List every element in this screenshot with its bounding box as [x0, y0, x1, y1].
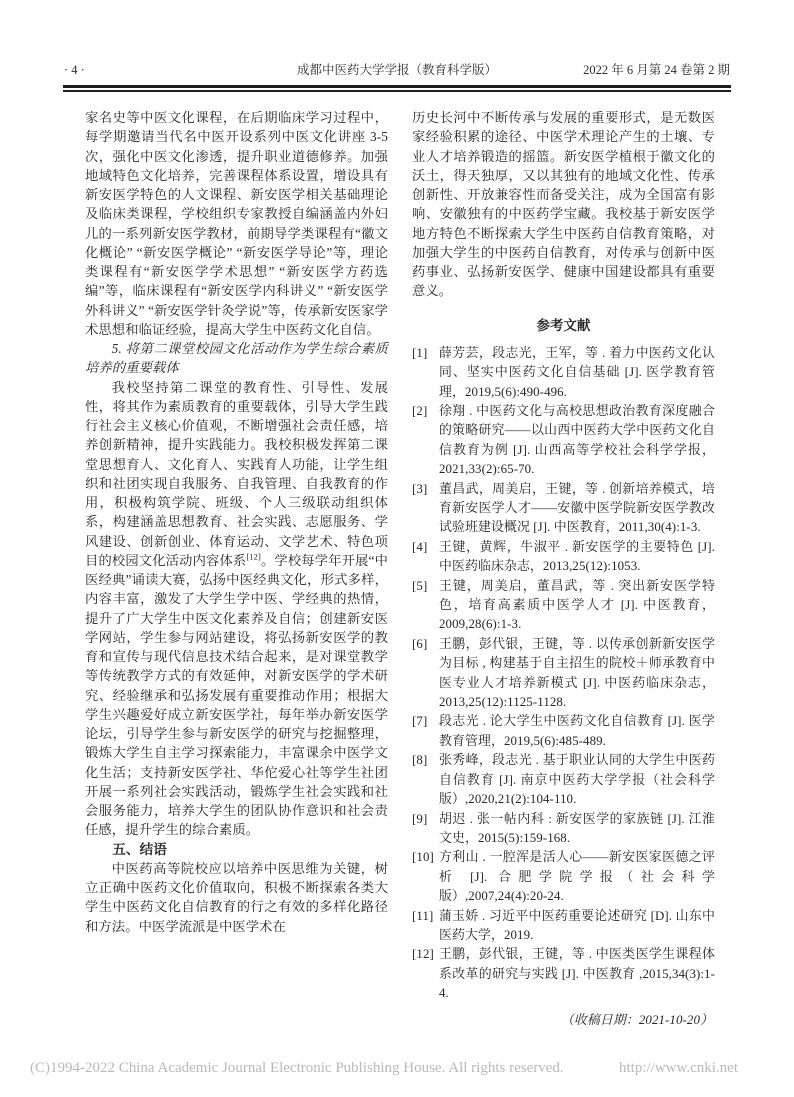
reference-item [412, 848, 715, 906]
reference-number: [1] [412, 345, 428, 360]
reference-text: 王键，周美启，董昌武，等 . 突出新安医学特色，培育高素质中医学人才 [J]. 中医教育，2009,28(6):1-3. [439, 578, 715, 632]
reference-text: 胡迟 . 张一帖内科 : 新安医学的家族链 [J]. 江淮文史，2015(5):159-168. [439, 811, 715, 845]
citation-superscript: [12] [246, 551, 261, 562]
page-header [63, 60, 731, 92]
reference-number: [3] [412, 481, 428, 496]
reference-number: [12] [412, 947, 434, 962]
reference-number: [8] [412, 753, 428, 768]
section-heading-conclusion: 五、结语 [112, 841, 167, 857]
reference-item [412, 810, 715, 849]
reference-number: [2] [412, 403, 428, 418]
journal-title: 成都中医药大学学报（教育科学版） [296, 63, 497, 77]
reference-text: 段志光 . 论大学生中医药文化自信教育 [J]. 医学教育管理，2019,5(6):485-489. [439, 714, 715, 748]
reference-item [412, 907, 715, 946]
reference-item [412, 712, 715, 751]
cnki-footer [30, 1060, 738, 1077]
reference-item [412, 577, 715, 635]
article-body [85, 108, 715, 1030]
references-list [412, 344, 715, 1004]
reference-item [412, 402, 715, 480]
paragraph-conclusion-start: 中医药高等院校应以培养中医思维为关键，树立正确中医药文化价值取向，积极不断探索各类大学生中医药文化自信教育的行之有效的多样化路径和方法。中医学流派是中医学术在 [85, 860, 388, 934]
subheading-second-classroom: 5. 将第二课堂校园文化活动作为学生综合素质培养的重要载体 [85, 341, 388, 376]
reference-number: [9] [412, 811, 428, 826]
cnki-url: http://www.cnki.net [618, 1060, 738, 1076]
paragraph-conclusion-continued: 历史长河中不断传承与发展的重要形式，是无数医家经验积累的途径、中医学术理论产生的土壤、专业人才培养锻造的摇篮。新安医学植根于徽文化的沃土，得天独厚，又以其独有的地域文化性、传承创新性、开放兼容性而备受关注，成为全国富有影响、安徽独有的中医药学宝藏。我校基于新安医学地方特色不断探索大学生中医药自信教育策略，对加强大学生的中医药自信教育，对传承与创新中医药事业、弘扬新安医学、健康中国建设都具有重要意义。 [412, 110, 715, 299]
reference-text: 王鹏，彭代银，王键，等 . 中医类医学生课程体系改革的研究与实践 [J]. 中医教育 ,2015,34(3):1-4. [439, 947, 715, 1001]
reference-number: [11] [412, 908, 434, 923]
reference-item [412, 945, 715, 1003]
paragraph-second-classroom [85, 378, 388, 840]
reference-item [412, 538, 715, 577]
reference-number: [10] [412, 850, 434, 865]
reference-number: [5] [412, 578, 428, 593]
reference-text: 王鹏，彭代银，王键，等 . 以传承创新新安医学为目标 , 构建基于自主招生的院校＋师承教育中医专业人才培养新模式 [J]. 中医药临床杂志，2013,25(12):1125-1128. [439, 636, 715, 710]
copyright-text: (C)1994-2022 China Academic Journal Electronic Publishing House. All rights reserved. [30, 1060, 564, 1076]
reference-text: 王键，黄辉，牛淑平 . 新安医学的主要特色 [J]. 中医药临床杂志，2013,25(12):1053. [439, 539, 715, 574]
reference-item [412, 480, 715, 538]
reference-text: 薛芳芸，段志光，王军，等 . 着力中医药文化认同、坚实中医药文化自信基础 [J]. 医学教育管理，2019,5(6):490-496. [439, 345, 715, 399]
issue-info: 2022 年 6 月第 24 卷第 2 期 [583, 63, 730, 77]
left-column [85, 108, 388, 1030]
page-number: · 4 · [64, 63, 85, 77]
header-row [63, 60, 731, 85]
reference-text: 徐翔 . 中医药文化与高校思想政治教育深度融合的策略研究——以山西中医药大学中医药文化自信教育为例 [J]. 山西高等学校社会科学学报，2021,33(2):65-70. [439, 403, 715, 477]
reference-text: 方利山 . 一腔浑是活人心——新安医家医德之评析 [J]. 合肥学院学报（社会科学版）,2007,24(4):20-24. [439, 850, 715, 904]
reference-text: 张秀峰，段志光 . 基于职业认同的大学生中医药自信教育 [J]. 南京中医药大学学报（社会科学版）,2020,21(2):104-110. [439, 753, 715, 807]
paragraph-culture-courses: 家名史等中医文化课程，在后期临床学习过程中，每学期邀请当代名中医开设系列中医文化讲座 3-5 次，强化中医文化渗透，提升职业道德修养。加强地域特色文化培养，完善课程体系设置，增设具有新安医学特色的人文课程、新安医学相关基础理论及临床类课程，学校组织专家教授自编涵盖内外妇儿的一系列新安医学教材，前期导学类课程有“徽文化概论” “新安医学概论” “新安医学导论”等，理论类课程有“新安医学学术思想” “新安医学方药选编”等，临床课程有“新安医学内科讲义” “新安医学外科讲义” “新安医学针灸学说”等，传承新安医家学术思想和临证经验，提高大学生中医药文化自信。 [85, 110, 388, 337]
reference-item [412, 344, 715, 402]
reference-text: 董昌武，周美启，王键，等 . 创新培养模式，培育新安医学人才——安徽中医学院新安医学教改试验班建设概况 [J]. 中医教育，2011,30(4):1-3. [439, 481, 715, 535]
reference-item [412, 635, 715, 713]
right-column [412, 108, 715, 1030]
paragraph-text: 。学校每学年开展“中医经典”诵读大赛，弘扬中医经典文化，形式多样，内容丰富，激发了大学生学中医、学经典的热情，提升了广大学生中医文化素养及自信；创建新安医学网站，学生参与网站建设，将弘扬新安医学的教育和宣传与现代信息技术结合起来，是对课堂教学等传统教学方式的有效延伸，对新安医学的学术研究、经验继承和弘扬发展有重要推动作用；根据大学生兴趣爱好成立新安医学社，每年举办新安医学论坛，引导学生参与新安医学的研究与挖掘整理，锻炼大学生自主学习探索能力，丰富课余中医学文化生活；支持新安医学社、华佗爱心社等学生社团开展一系列社会实践活动，锻炼学生社会实践和社会服务能力，培养大学生的团队协作意识和社会责任感，提升学生的综合素质。 [85, 552, 388, 838]
reference-item [412, 751, 715, 809]
references-heading: 参考文献 [536, 317, 591, 333]
reference-number: [7] [412, 714, 428, 729]
received-date: （收稿日期：2021-10-20） [560, 1012, 713, 1027]
reference-number: [4] [412, 539, 428, 554]
reference-number: [6] [412, 636, 428, 651]
header-rule-thin [63, 90, 731, 92]
header-rule-thick [63, 85, 731, 88]
reference-text: 蒲玉娇 . 习近平中医药重要论述研究 [D]. 山东中医药大学，2019. [439, 908, 715, 942]
paragraph-text: 我校坚持第二课堂的教育性、引导性、发展性，将其作为素质教育的重要载体，引导大学生践行社会主义核心价值观，不断增强社会责任感，培养创新精神，提升实践能力。我校积极发挥第二课堂思想育人、文化育人、实践育人功能，让学生组织和社团实现自我服务、自我管理、自我教育的作用，积极构筑学院、班级、个人三级联动组织体系，构建涵盖思想教育、社会实践、志愿服务、学风建设、创新创业、体育运动、文学艺术、特色项目的校园文化活动内容体系 [85, 379, 388, 568]
